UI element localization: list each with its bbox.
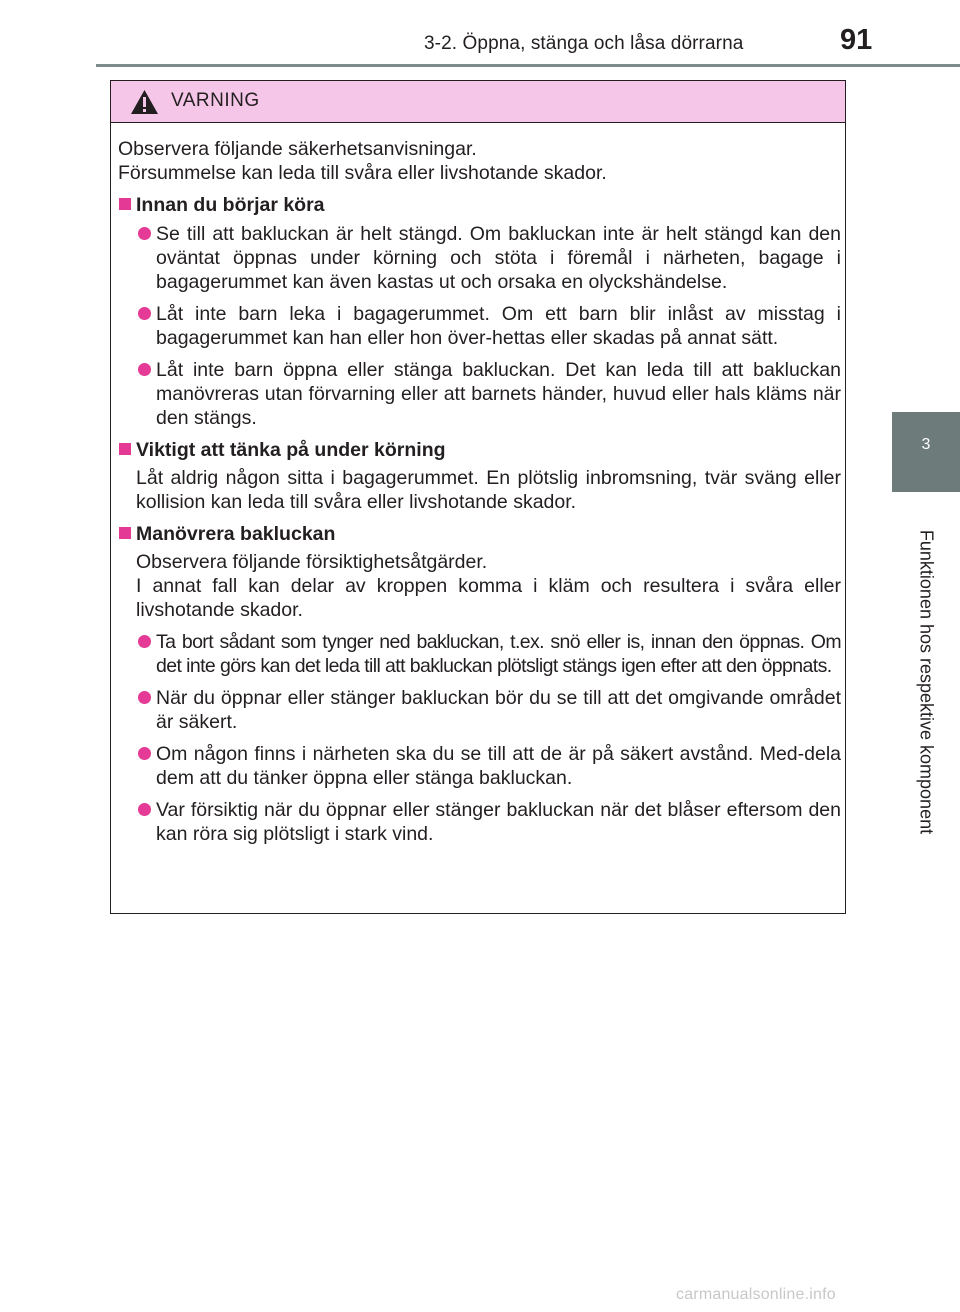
header-divider (96, 64, 960, 67)
warning-box (110, 80, 846, 914)
list-item (118, 742, 841, 790)
section-paragraph (118, 550, 841, 622)
list-item-text: Låt inte barn öppna eller stänga bakluckan. Det kan leda till att bakluckan manövreras utan förvarning eller att barnets händer, huvud eller hals kläms när den stängs. (156, 359, 841, 429)
square-bullet-icon (119, 527, 131, 539)
intro-line: Försummelse kan leda till svåra eller livshotande skador. (118, 162, 607, 184)
section-heading-text: Manövrera bakluckan (136, 523, 336, 545)
paragraph-line: Låt aldrig någon sitta i bagagerummet. En plötslig inbromsning, tvär sväng eller kollision kan leda till svåra eller livshotande skador. (136, 467, 841, 513)
warning-intro (118, 137, 841, 185)
section-heading-text: Innan du börjar köra (136, 194, 325, 216)
round-bullet-icon (138, 803, 151, 816)
warning-header (111, 81, 845, 123)
list-item-text: Ta bort sådant som tynger ned bakluckan, t.ex. snö eller is, innan den öppnas. Om det inte görs kan det leda till att bakluckan plötsligt stängs igen efter att den öppnats. (156, 631, 841, 677)
list-item-text: Om någon finns i närheten ska du se till att de är på säkert avstånd. Med-dela dem att du tänker öppna eller stänga bakluckan. (156, 743, 841, 789)
list-item-text: Låt inte barn leka i bagagerummet. Om ett barn blir inlåst av misstag i bagagerummet kan han eller hon över-hettas eller skadas på annat sätt. (156, 303, 841, 349)
round-bullet-icon (138, 307, 151, 320)
list-item-text: Var försiktig när du öppnar eller stänger bakluckan när det blåser eftersom den kan röra sig plötsligt i stark vind. (156, 799, 841, 845)
list-item (118, 358, 841, 430)
page-header-title: 3-2. Öppna, stänga och låsa dörrarna (424, 33, 744, 54)
round-bullet-icon (138, 747, 151, 760)
square-bullet-icon (119, 443, 131, 455)
round-bullet-icon (138, 227, 151, 240)
list-item-text: Se till att bakluckan är helt stängd. Om bakluckan inte är helt stängd kan den oväntat öppnas under körning och stöta i föremål i närheten, bagage i bagagerummet kan även kastas ut och orsaka en olyckshändelse. (156, 223, 841, 293)
watermark: carmanualsonline.info (676, 1286, 836, 1303)
round-bullet-icon (138, 635, 151, 648)
list-item (118, 798, 841, 846)
chapter-label: Funktionen hos respektive komponent (916, 529, 937, 835)
round-bullet-icon (138, 363, 151, 376)
warning-triangle-icon (130, 89, 159, 115)
chapter-tab-number: 3 (921, 436, 931, 453)
square-bullet-icon (119, 198, 131, 210)
warning-body (118, 137, 841, 854)
section-heading-text: Viktigt att tänka på under körning (136, 439, 446, 461)
paragraph-line: I annat fall kan delar av kroppen komma i kläm och resultera i svåra eller livshotande skador. (136, 575, 841, 621)
section-heading (118, 193, 841, 217)
intro-line: Observera följande säkerhetsanvisningar. (118, 138, 477, 160)
list-item (118, 630, 841, 678)
list-item (118, 222, 841, 294)
section-paragraph (118, 466, 841, 514)
page-number: 91 (840, 24, 873, 56)
round-bullet-icon (138, 691, 151, 704)
section-heading (118, 438, 841, 462)
list-item (118, 686, 841, 734)
list-item (118, 302, 841, 350)
section-heading (118, 522, 841, 546)
warning-title: VARNING (171, 90, 260, 111)
paragraph-line: Observera följande försiktighetsåtgärder. (136, 551, 488, 573)
list-item-text: När du öppnar eller stänger bakluckan bör du se till att det omgivande området är säkert. (156, 687, 841, 733)
